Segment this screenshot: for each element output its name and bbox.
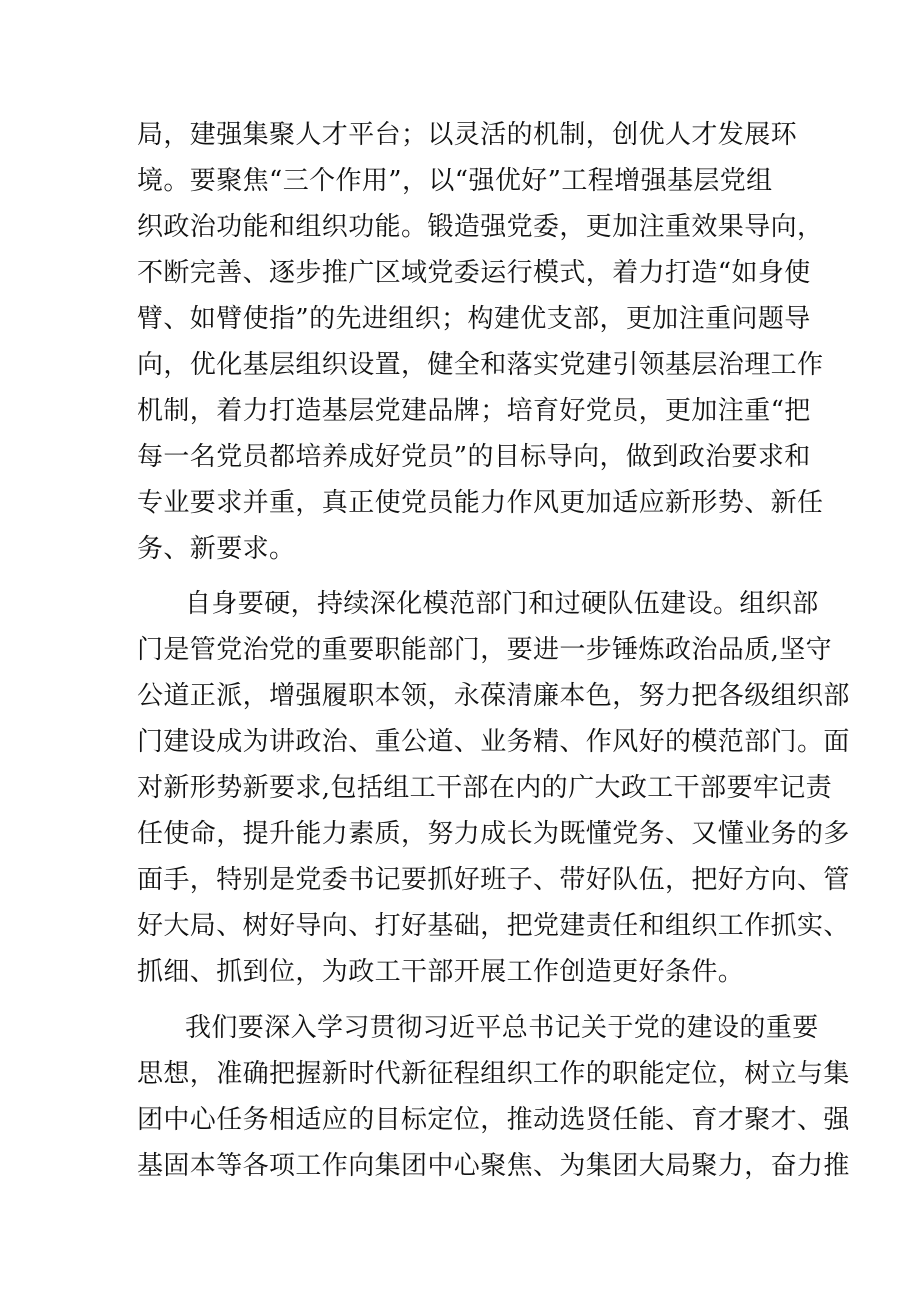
paragraph-line: 门建设成为讲政治、重公道、业务精、作风好的模范部门。面 [137,727,850,757]
paragraph-line: 任使命，提升能力素质，努力成长为既懂党务、又懂业务的多 [137,819,850,849]
paragraph-line: 公道正派，增强履职本领，永葆清廉本色，努力把各级组织部 [137,681,850,711]
paragraph-line: 基固本等各项工作向集团中心聚焦、为集团大局聚力，奋力推 [137,1151,850,1181]
paragraph-line: 不断完善、逐步推广区域党委运行模式，着力打造“如身使 [137,258,811,288]
paragraph-line: 好大局、树好导向、打好基础，把党建责任和组织工作抓实、 [137,911,850,941]
paragraph-line: 自身要硬，持续深化模范部门和过硬队伍建设。组织部 [185,589,819,619]
paragraph-line: 臂、如臂使指”的先进组织；构建优支部，更加注重问题导 [137,304,811,334]
paragraph-line: 抓细、抓到位，为政工干部开展工作创造更好条件。 [137,957,745,987]
paragraph-line: 思想，准确把握新时代新征程组织工作的职能定位，树立与集 [137,1059,850,1089]
paragraph-line: 专业要求并重，真正使党员能力作风更加适应新形势、新任 [137,488,824,518]
paragraph-line: 门是管党治党的重要职能部门，要进一步锤炼政治品质,坚守 [137,635,833,665]
paragraph-line: 每一名党员都培养成好党员”的目标导向，做到政治要求和 [137,442,811,472]
paragraph-line: 机制，着力打造基层党建品牌；培育好党员，更加注重“把 [137,396,811,426]
paragraph-line: 境。要聚焦“三个作用”，以“强优好”工程增强基层党组 [137,166,773,196]
paragraph-line: 面手，特别是党委书记要抓好班子、带好队伍，把好方向、管 [137,865,850,895]
paragraph-line: 务、新要求。 [137,534,296,564]
paragraph-line: 对新形势新要求,包括组工干部在内的广大政工干部要牢记责 [137,773,833,803]
paragraph-line: 我们要深入学习贯彻习近平总书记关于党的建设的重要 [185,1013,819,1043]
paragraph-line: 向，优化基层组织设置，健全和落实党建引领基层治理工作 [137,350,824,380]
paragraph-line: 团中心任务相适应的目标定位，推动选贤任能、育才聚才、强 [137,1105,850,1135]
paragraph-line: 织政治功能和组织功能。锻造强党委，更加注重效果导向， [137,212,824,242]
paragraph-line: 局，建强集聚人才平台；以灵活的机制，创优人才发展环 [137,120,798,150]
